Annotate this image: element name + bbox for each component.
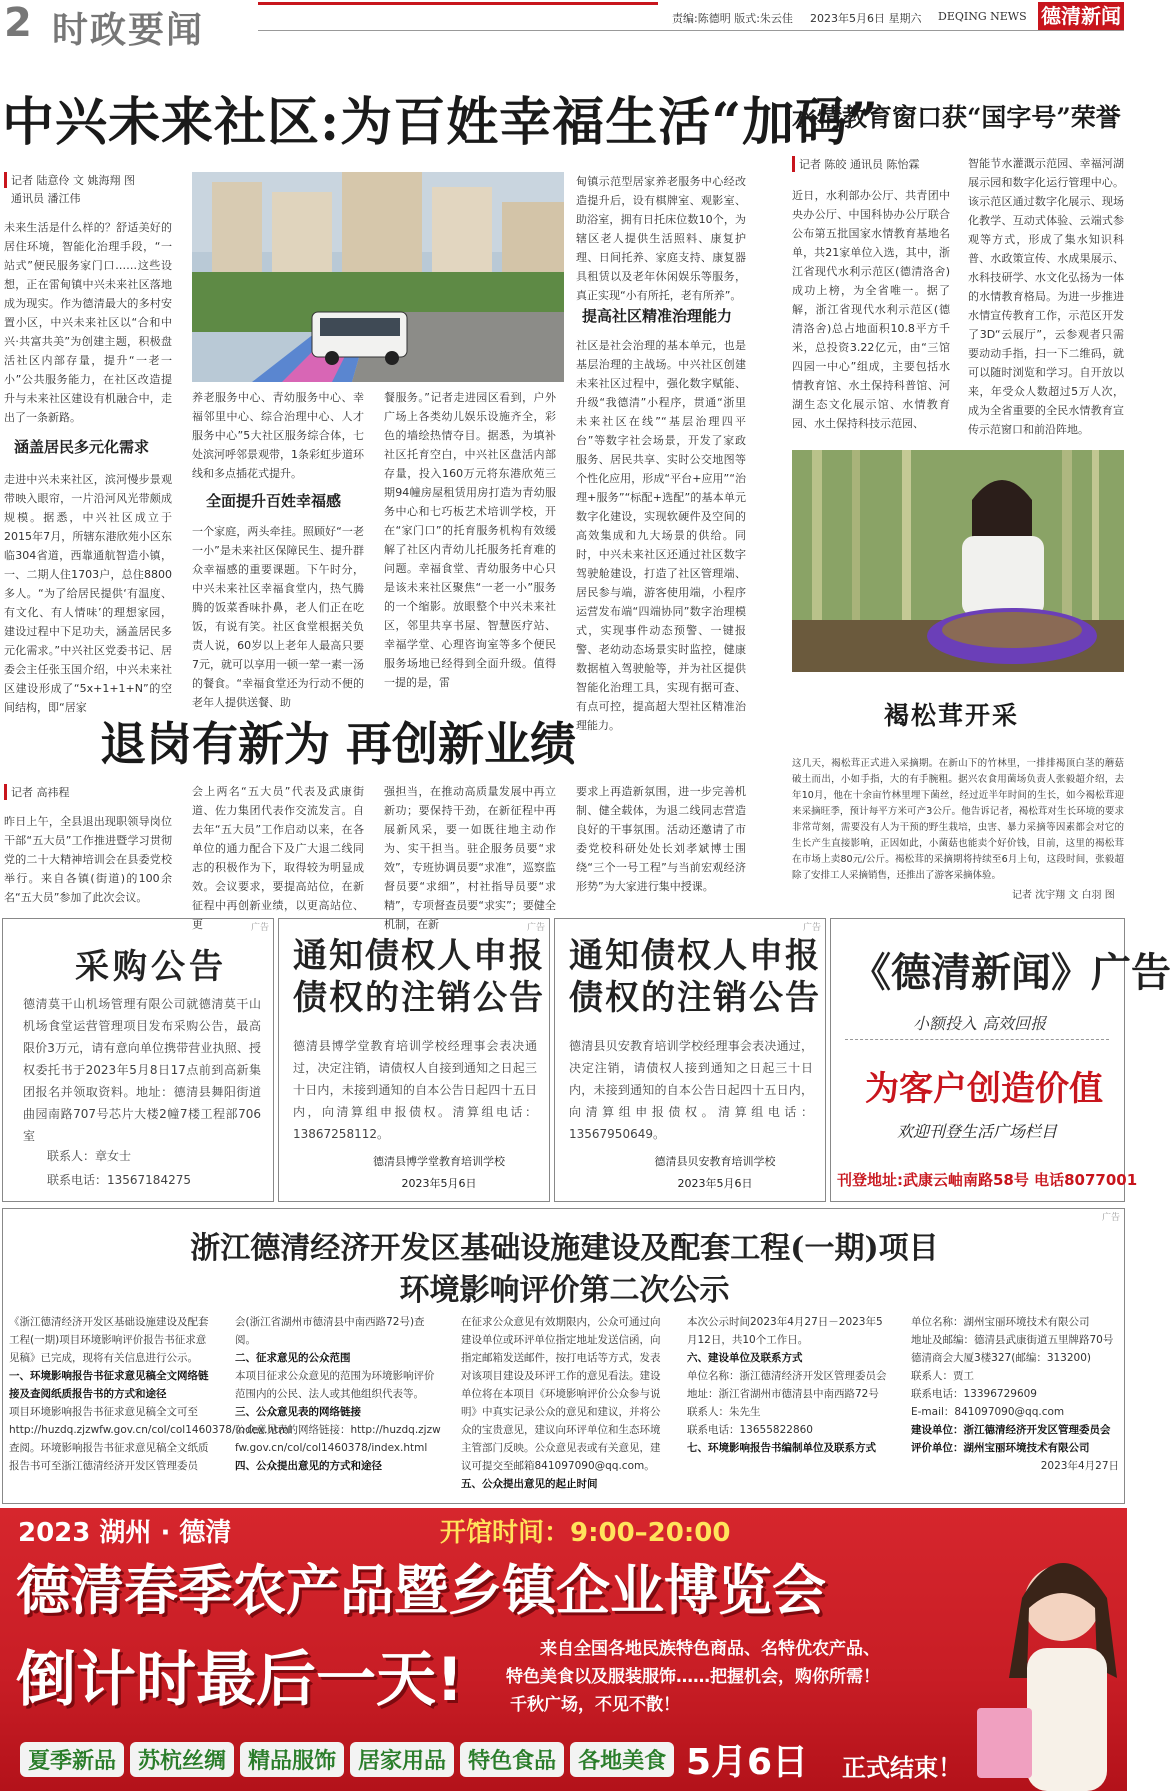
water-headline: 水情教育窗口获“国字号”荣誉 <box>792 103 1121 132</box>
ad-label: 广告 <box>802 923 821 933</box>
lead-col2-top: 养老服务中心、青幼服务中心、幸福邻里中心、综合治理中心、人才服务中心”5大社区服务综合体，七处滨河呼邻景观带，1条彩虹步道环线和多点插花式提升。 <box>192 391 364 480</box>
editor-info: 责编:陈德明 版式:朱云佳 <box>672 12 793 25</box>
paper-ad-slogan-3: 欢迎刊登生活广场栏目 <box>897 1122 1058 1141</box>
lead-col1-top: 未来生活是什么样的？舒适美好的居住环境，智能化治理手段，“一站式”便民服务家门口……这些设想，正在雷甸镇中兴未来社区落地成为现实。作为德清最大的多村安置小区，中兴未来社区以“合和中兴·共富共美”为创建主题，积极盘活社区内部存量，提升“一老一小”公共服务能力，在社区改造提升与未来社区建设有机融合中，走出了一条新路。 <box>4 221 172 424</box>
issue-date: 2023年5月6日 星期六 <box>810 12 922 25</box>
env-col1b: 项目环境影响报告书征求意见稿全文可至http://huzdq.zjzwfw.gov.cn/col/col1460378/index.html查阅。环境影响报告书征求意见稿全文纸质报告书可至浙江德清经济开发区管理委员 <box>9 1406 292 1472</box>
ad-label: 广告 <box>526 923 545 933</box>
creditor-notice-2 <box>554 918 826 1202</box>
paper-ad-box <box>830 918 1171 1202</box>
page-number: 2 <box>4 0 32 46</box>
env-sec7: 七、环境影响报告书编制单位及联系方式 <box>687 1442 876 1454</box>
community-photo-svg <box>192 172 564 382</box>
expo-tag: 精品服饰 <box>240 1742 344 1777</box>
env-col5 <box>911 1313 1119 1475</box>
creditor-notice-1-body: 德清县博学堂教育培训学校经理事会表决通过，决定注销，请债权人自接到通知之日起三十日内，未接到通知的自本公告日起四十五日内，向清算组申报债权。清算组电话：13867258112。 <box>293 1039 537 1141</box>
retire-col1: 昨日上午，全县退出现职领导岗位干部“五大员”工作推进暨学习贯彻党的二十大精神培训会在县委党校举行。来自各镇(街道)的100余名“五大员”参加了此次会议。 <box>4 815 172 904</box>
env-col2b: 本项目征求公众意见的范围为环境影响评价范围内的公民、法人或其他组织代表等。 <box>235 1370 435 1400</box>
expo-countdown: 倒计时最后一天! <box>16 1645 464 1715</box>
env-sign2: 评价单位：湖州宝丽环境技术有限公司 <box>911 1442 1090 1454</box>
env-col5a: 单位名称：湖州宝丽环境技术有限公司 <box>911 1316 1090 1328</box>
env-col1 <box>9 1313 292 1475</box>
creditor-notice-1-sign: 德清县博学堂教育培训学校 <box>373 1155 505 1168</box>
env-sec4: 四、公众提出意见的方式和途径 <box>235 1460 382 1472</box>
lead-subhead-3: 提高社区精准治理能力 <box>582 307 733 325</box>
creditor-notice-2-sign: 德清县贝安教育培训学校 <box>654 1155 776 1168</box>
ad-label: 广告 <box>250 923 269 933</box>
env-sec3: 三、公众意见表的网络链接 <box>235 1406 361 1418</box>
page-header <box>0 0 1127 50</box>
retire-headline: 退岗有新为 再创新业绩 <box>100 717 577 771</box>
env-title-2: 环境影响评价第二次公示 <box>399 1273 730 1308</box>
procurement-title: 采购公告 <box>75 947 227 987</box>
env-col4 <box>687 1313 893 1457</box>
lead-subhead-2: 全面提升百姓幸福感 <box>206 492 342 510</box>
expo-desc-2: 特色美食以及服装服饰……把握机会，购你所需！ <box>506 1667 880 1687</box>
paper-ad-slogan-1: 小额投入 高效回报 <box>913 1014 1047 1033</box>
matsutake-photo-svg <box>792 450 1124 672</box>
community-photo <box>192 172 564 382</box>
env-col4a: 本次公示时间2023年4月27日－2023年5月12日，共10个工作日。 <box>687 1316 883 1346</box>
paper-logo: 德清新闻 <box>1038 2 1124 30</box>
matsutake-body: 这几天，褐松茸正式进入采摘期。在新山下的竹林里，一排排褐顶白茎的蘑菇破土而出，小如手指，大的有手腕粗。据兴农食用菌场负责人张毅超介绍，去年10月，他在十余亩竹林里埋下菌丝，经过近半年时间的生长，如今褐松茸迎来采摘旺季，预计每平方米可产3公斤。他告诉记者，褐松茸对生长环境的要求非常苛刻，需要没有人为干预的野生栽培，虫害、暴力采摘等因素都会对它的生长产生直接影响，正因如此，小菌菇也能卖个好价钱，目前，这里的褐松茸在市场上卖80元/公斤。褐松茸的采摘期将持续至6月上旬，这段时间，张毅超除了安排工人采摘销售，还推出了游客采摘体验。 <box>792 758 1124 881</box>
procurement-phone: 联系电话：13567184275 <box>47 1173 191 1187</box>
lead-col2-bottom: 一个家庭，两头牵挂。照顾好“一老一小”是未来社区保障民生、提升群众幸福感的重要课题。下午时分，中兴未来社区幸福食堂内，热气腾腾的饭菜香味扑鼻，老人们正在吃饭，有说有笑。社区食堂根据关负责人说，60岁以上老年人最高只要7元，就可以享用一顿一荤一素一汤的餐食。“幸福食堂还为行动不便的老年人提供送餐、助 <box>192 525 364 709</box>
expo-desc-1: 来自全国各地民族特色商品、名特优农产品、 <box>540 1639 880 1659</box>
ad-label: 广告 <box>1101 1213 1120 1223</box>
paper-ad-address: 刊登地址:武康云岫南路58号 电话8077001 <box>837 1171 1138 1189</box>
lead-subhead-1: 涵盖居民多元化需求 <box>14 438 150 456</box>
retire-col3: 强担当，在推动高质量发展中再立新功；要保持干劲，在新征程中再展新风采，要一如既往地主动作为、实干担当。驻企服务员要“求效”，专班协调员要“求准”，巡察监督员要“求细”，村社指导员要“求精”，专项督查员要“求实”；要健全机制，在新 <box>384 785 556 931</box>
env-col3a: 在征求公众意见有效期限内，公众可通过向建设单位或环评单位指定地址发送信函，向指定邮箱发送邮件，按打电话等方式，发表对该项目建设及环评工作的意见看法。建设单位将在本项目《环境影响评价公众参与说明》中真实记录公众的意见和建议，并将公众的宝贵意见，建议向环评单位和生态环境主管部门反映。公众意见表或有关意见，建议可提交至邮箱841097090@qq.com。 <box>461 1316 661 1472</box>
expo-model-image <box>967 1508 1127 1791</box>
env-col4c: 地址：浙江省湖州市德清县中南西路72号 <box>687 1388 879 1400</box>
procurement-notice <box>2 918 274 1202</box>
expo-tag: 各地美食 <box>570 1742 674 1777</box>
paper-ad-slogan-2: 为客户创造价值 <box>865 1069 1103 1109</box>
matsutake-credit: 记者 沈宇翔 文 白羽 图 <box>1012 890 1115 901</box>
env-col5d: 联系电话：13396729609 <box>911 1388 1037 1400</box>
procurement-body: 德清莫干山机场管理有限公司就德清莫干山机场食堂运营管理项目发布采购公告，最高限价3万元，请有意向单位携带营业执照、授权委托书于2023年5月8日17点前到高新集团报名并领取资料。地址：德清县舞阳街道曲园南路707号芯片大楼2幢7楼工程部706室 <box>23 997 261 1143</box>
paper-en: DEQING NEWS <box>938 10 1027 23</box>
creditor-notice-1-title-1: 通知债权人申报 <box>293 936 545 976</box>
expo-region: 2023 湖州 · 德清 <box>18 1518 232 1548</box>
creditor-notice-2-date: 2023年5月6日 <box>677 1177 753 1190</box>
header-rule <box>258 2 658 5</box>
lead-col3: 餐服务。”记者走进园区看到，户外广场上各类幼儿娱乐设施齐全，彩色的墙绘热情夺目。据悉，为填补社区托育空白，中兴社区盘活内部存量，投入160万元将东港欣苑三期94幢房屋租赁用房打造为青幼服务中心和七巧板艺术培训学校，开在“家门口”的托育服务机构有效缓解了社区内青幼儿托服务托育难的问题。幸福食堂、青幼服务中心只是该未来社区聚焦“一老一小”服务的一个缩影。放眼整个中兴未来社区，邻里共享书屋、智慧医疗站、幸福学堂、心理咨询室等多个便民服务场地已经得到全面升级。值得一提的是，雷 <box>384 391 556 689</box>
lead-col4-top: 甸镇示范型居家养老服务中心经改造提升后，设有棋牌室、观影室、助浴室，拥有日托床位数10个，为辖区老人提供生活照料、康复护理、日间托养、家庭支持、康复器具租赁以及老年休闲娱乐等服务，真正实现“小有所托，老有所养”。 <box>576 175 746 302</box>
lead-byline-2: 通讯员 潘江伟 <box>11 192 81 205</box>
expo-tags <box>20 1742 680 1777</box>
lead-headline: 中兴未来社区:为百姓幸福生活“加码” <box>2 92 880 153</box>
expo-banner <box>0 1508 1127 1791</box>
expo-time: 开馆时间：9:00–20:00 <box>440 1518 731 1548</box>
env-col4b: 单位名称：浙江德清经济开发区管理委员会 <box>687 1370 887 1382</box>
env-sec6: 六、建设单位及联系方式 <box>687 1352 803 1364</box>
env-col4e: 联系电话：13655822860 <box>687 1424 813 1436</box>
creditor-notice-1 <box>278 918 550 1202</box>
env-col2a: 会(浙江省湖州市德清县中南西路72号)查阅。 <box>235 1316 425 1346</box>
env-col3 <box>461 1313 667 1493</box>
env-notice <box>2 1208 1125 1504</box>
env-date: 2023年4月27日 <box>1040 1460 1119 1472</box>
expo-desc-3: 千秋广场，不见不散！ <box>510 1695 680 1715</box>
water-byline: 记者 陈皎 通讯员 陈怡霖 <box>792 156 920 172</box>
env-intro: 《浙江德清经济开发区基础设施建设及配套工程(一期)项目环境影响评价报告书征求意见稿》已完成，现将有关信息进行公示。 <box>9 1316 209 1364</box>
env-col2c: 公众意见表的网络链接：http://huzdq.zjzwfw.gov.cn/col/col1460378/index.html <box>235 1424 441 1454</box>
creditor-notice-2-title-2: 债权的注销公告 <box>569 978 821 1018</box>
paper-ad-title: 《德清新闻》广告 <box>851 949 1171 996</box>
env-col5e: E-mail：841097090@qq.com <box>911 1406 1065 1418</box>
expo-tag: 苏杭丝绸 <box>130 1742 234 1777</box>
expo-end-text: 正式结束！ <box>842 1754 962 1782</box>
matsutake-photo <box>792 450 1124 672</box>
expo-end-date: 5月6日 <box>686 1742 809 1783</box>
expo-tag: 夏季新品 <box>20 1742 124 1777</box>
env-sign1: 建设单位：浙江德清经济开发区管理委员会 <box>911 1424 1111 1436</box>
section-title: 时政要闻 <box>52 10 205 51</box>
lead-col4-bottom: 社区是社会治理的基本单元，也是基层治理的主战场。中兴社区创建未来社区过程中，强化数字赋能、升级“我德清”小程序，贯通“浙里未来社区在线”“基层治理四平台”等数字社会场景，开发了家政服务、居民共享、实时公交地图等个性化应用，形成“平台+应用”“治理+服务”“标配+选配”的基本单元数字化建设，实现软硬件及空间的高效集成和九大场景的供给。同时，中兴未来社区还通过社区数字驾驶舱建设，打造了社区管理端、居民参与端，游客使用端，小程序运营发布端“四端协同”数字治理模式，实现事件动态预警、一键报警、老幼动态场景实时监控，健康数据植入驾驶舱等，并为社区提供智能化治理工具，实现有据可查、有点可控，提高超大型社区精准治理能力。 <box>576 339 746 732</box>
env-col2 <box>235 1313 441 1475</box>
env-sec5: 五、公众提出意见的起止时间 <box>461 1478 598 1490</box>
expo-tag: 居家用品 <box>350 1742 454 1777</box>
expo-title: 德清春季农产品暨乡镇企业博览会 <box>16 1559 826 1622</box>
procurement-contact: 联系人：章女士 <box>47 1149 132 1163</box>
matsutake-headline: 褐松茸开采 <box>884 701 1020 730</box>
env-col5c: 联系人：贾工 <box>911 1370 974 1382</box>
lead-byline-1: 记者 陆意伶 文 姚海翔 图 <box>4 172 135 188</box>
creditor-notice-2-body: 德清县贝安教育培训学校经理事会表决通过，决定注销，请债权人接到通知之日起三十日内，未接到通知的自本公告日起四十五日内，向清算组申报债权。清算组电话：13567950649。 <box>569 1039 813 1141</box>
env-title-1: 浙江德清经济开发区基础设施建设及配套工程(一期)项目 <box>190 1231 939 1266</box>
retire-col2: 会上两名“五大员”代表及武康街道、佐力集团代表作交流发言。自去年“五大员”工作启动以来，在各单位的通力配合下及广大退二线同志的积极作为下，取得较为明显成效。会议要求，要提高站位，在新征程中再创新业绩，以更高站位、更 <box>192 785 364 931</box>
creditor-notice-1-date: 2023年5月6日 <box>401 1177 477 1190</box>
retire-col4: 要求上再造新氛围，进一步完善机制、健全载体，为退二线同志营造良好的干事氛围。活动还邀请了市委党校科研处处长刘孝斌博士围绕“三个一号工程”与当前宏观经济形势”为大家进行集中授课。 <box>576 785 746 893</box>
env-sec2: 二、征求意见的公众范围 <box>235 1352 351 1364</box>
paper-ad-divider <box>845 1039 1109 1040</box>
water-col2: 智能节水灌溉示范园、幸福河湖展示园和数字化运行管理中心。该示范区通过数字化展示、现场化教学、互动式体验、云端式参观等方式，形成了集水知识科普、水政策宣传、水成果展示、水科技研学、水文化弘扬为一体的水情教育格局。为进一步推进水情宣传教育工作，示范区开发了3D“云展厅”，云参观者只需要动动手指，扫一下二维码，就可以随时浏览和学习。自开放以来，年受众人数超过5万人次，成为全省重要的全民水情教育宣传示范窗口和前沿阵地。 <box>968 157 1124 436</box>
lead-col1-bottom: 走进中兴未来社区，滨河慢步景观带映入眼帘，一片沿河风光带颇成规模。据悉，中兴社区成立于2015年7月，所辖东港欣苑小区东临304省道，西靠通航智造小镇，一、二期人住1703户，总住8800多人。“为了给居民提供‘有温度、有文化、有人情味’的理想家园，建设过程中下足功夫，涵盖居民多元化需求。”中兴社区党委书记、居委会主任张玉国介绍，中兴未来社区建设形成了“5x+1+1+N”的空间结构，即“居家 <box>4 473 172 714</box>
creditor-notice-1-title-2: 债权的注销公告 <box>293 978 545 1018</box>
retire-byline: 记者 高祎程 <box>4 784 70 800</box>
header-underline <box>258 30 1124 31</box>
env-sec1: 一、环境影响报告书征求意见稿全文网络链接及查阅纸质报告书的方式和途径 <box>9 1370 209 1400</box>
creditor-notice-2-title-1: 通知债权人申报 <box>569 936 821 976</box>
water-col1: 近日，水利部办公厅、共青团中央办公厅、中国科协办公厅联合公布第五批国家水情教育基地名单，共21家单位入选，其中，浙江省现代水利示范区(德清洛舍)成功上榜，为全省唯一。据了解，浙江省现代水利示范区(德清洛舍)总占地面积10.8平方千米，总投资3.22亿元，由“三馆四园一中心”组成，主要包括水情教育馆、水土保持科普馆、河湖生态文化展示馆、水情教育园、水土保持科技示范园、 <box>792 189 950 430</box>
env-col5b: 地址及邮编：德清县武康街道五里牌路70号德清商会大厦3楼327(邮编：313200) <box>911 1334 1114 1364</box>
env-col4d: 联系人：朱先生 <box>687 1406 761 1418</box>
expo-tag: 特色食品 <box>460 1742 564 1777</box>
